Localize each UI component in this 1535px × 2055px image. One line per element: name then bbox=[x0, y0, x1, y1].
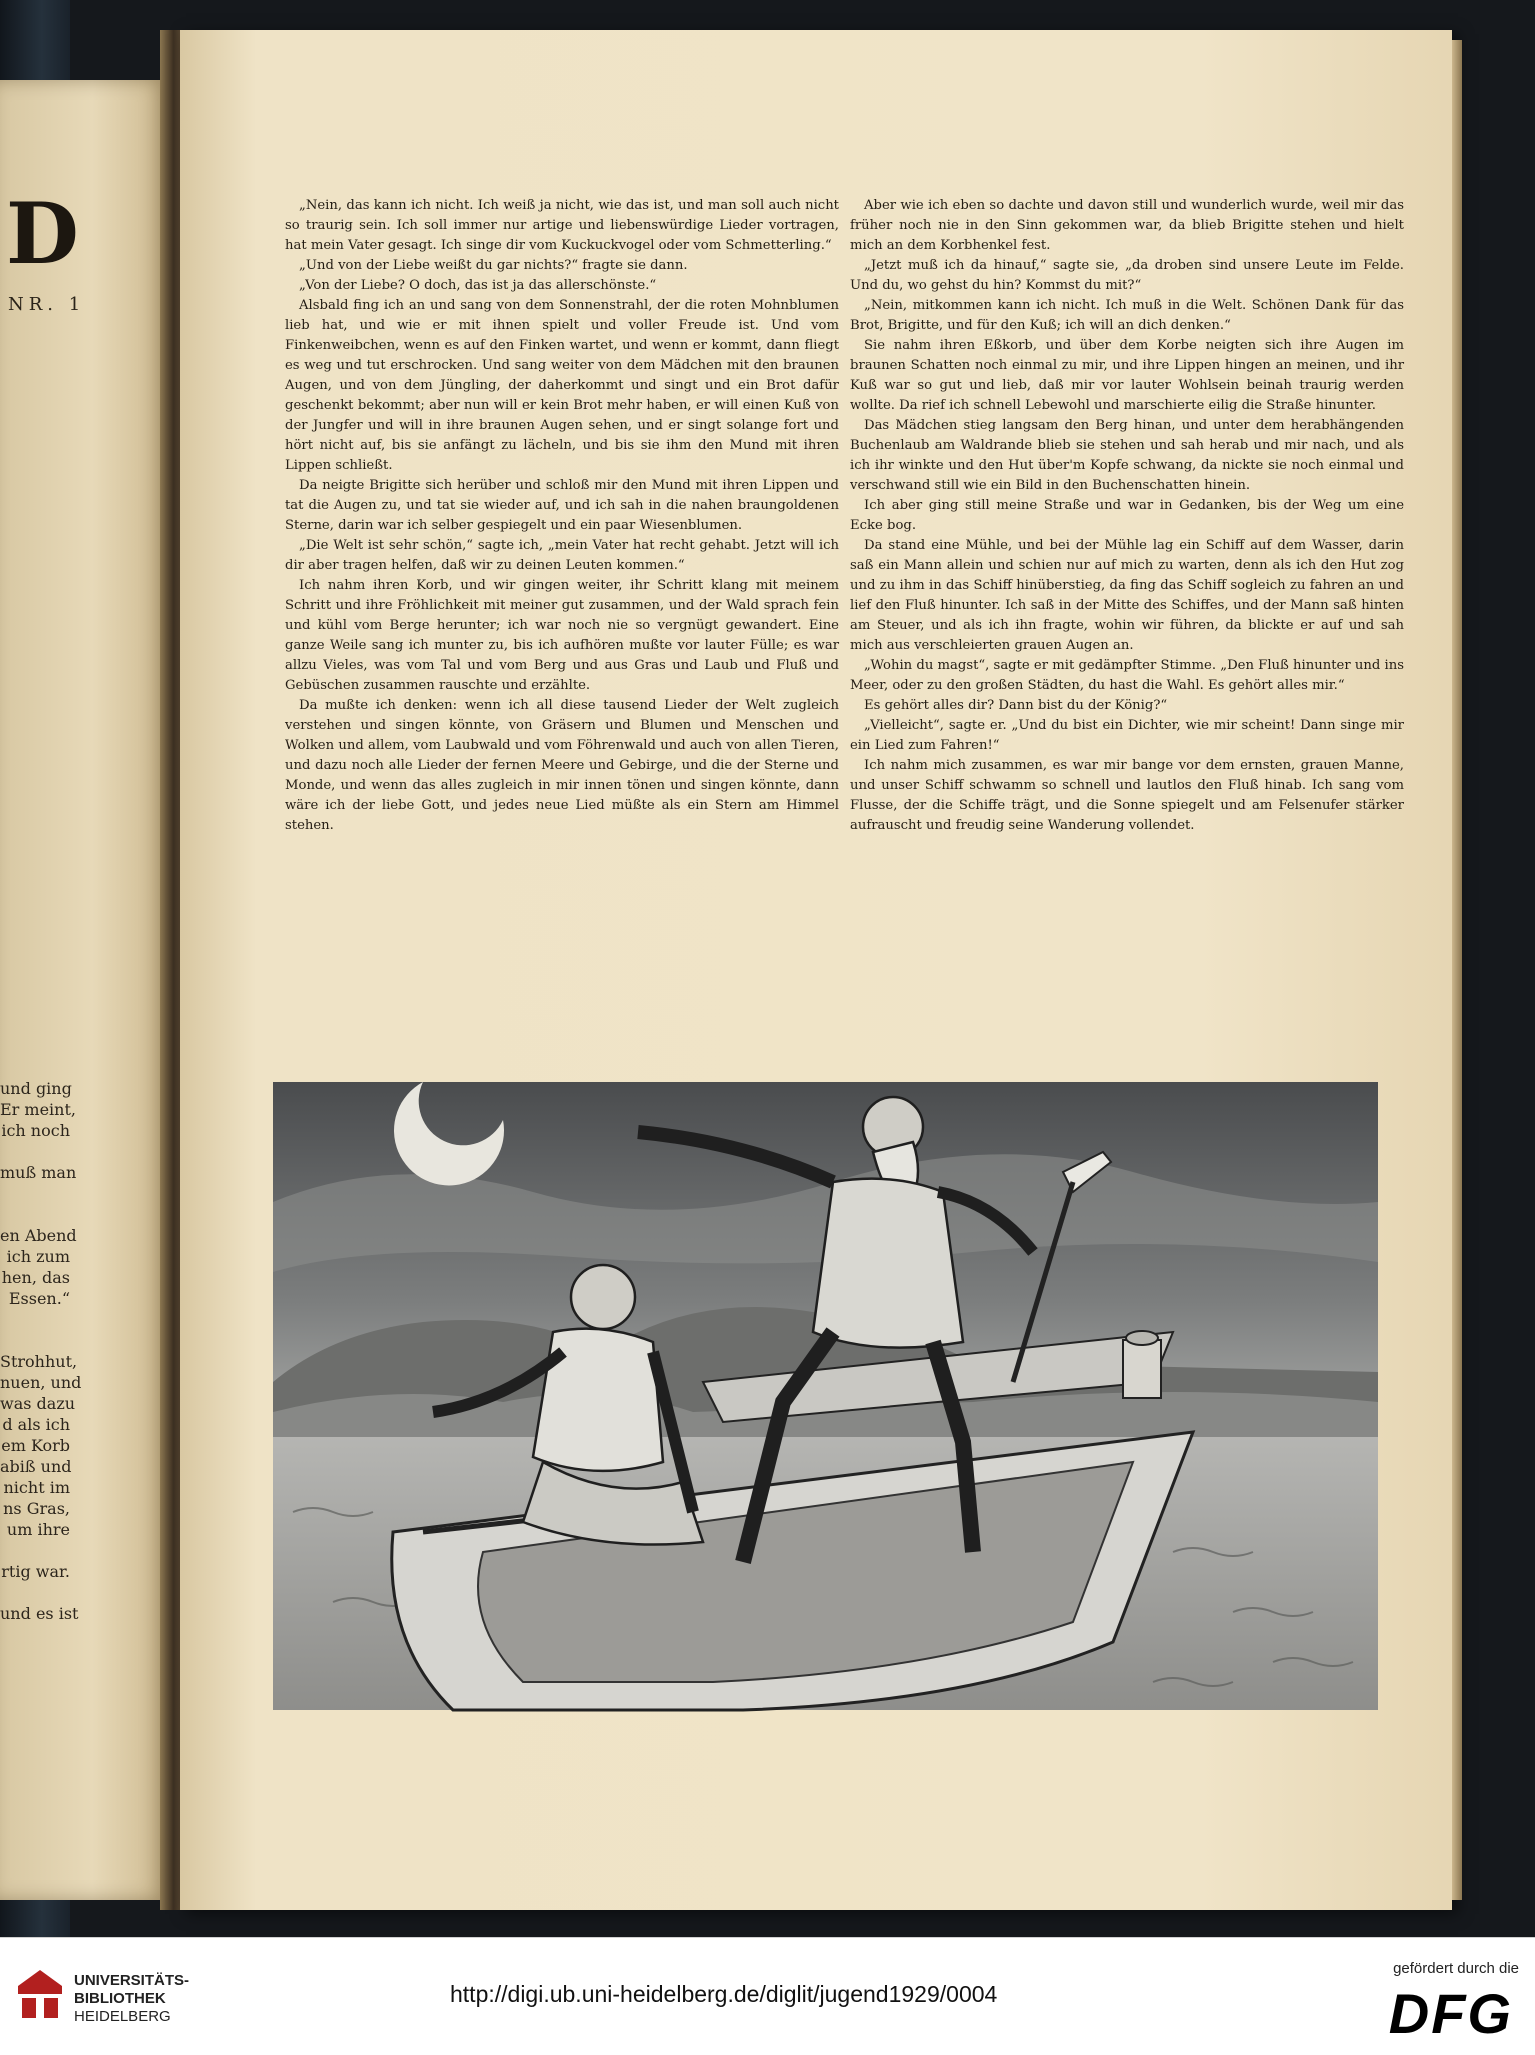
left-page-fragment-line: und ging bbox=[0, 1079, 72, 1098]
left-page-fragment-line: ich noch bbox=[1, 1121, 70, 1140]
left-page-fragment-line: ich zum bbox=[6, 1247, 70, 1266]
page-edge bbox=[1452, 40, 1462, 1900]
left-page-fragment-line bbox=[0, 1540, 70, 1561]
left-page-fragment-line: abiß und bbox=[0, 1457, 72, 1476]
funding-label: gefördert durch die bbox=[1393, 1960, 1519, 1977]
paragraph: Es gehört alles dir? Dann bist du der König?“ bbox=[864, 698, 1168, 713]
left-page-header-letter: D bbox=[6, 184, 79, 283]
left-page-fragment-line: muß man bbox=[0, 1163, 77, 1182]
left-page-fragment-line: em Korb bbox=[1, 1436, 70, 1455]
left-page-fragment-line: hen, das bbox=[1, 1268, 70, 1287]
paragraph: „Von der Liebe? O doch, das ist ja das allerschönste.“ bbox=[299, 278, 657, 293]
left-page-fragment-line bbox=[0, 1330, 70, 1351]
left-page-fragment-line bbox=[0, 1582, 70, 1603]
paragraph: Ich nahm ihren Korb, und wir gingen weiter, ihr Schritt klang mit meinem Schritt und ihre Fröhlichkeit mit meiner gut zusammen, und der Wald sprach fein und kühl vom Berge herunter; ich war noch nie so vergnügt gewandert. Eine ganze Weile sang ich munter zu, bis ich aufhören mußte vor lauter Fülle; es war allzu Vieles, was vom Tal und vom Berg und aus Gras und Laub und Fluß und Gebüschen zusammen rauschte und erzählte. bbox=[285, 578, 839, 693]
text-column-left bbox=[285, 196, 839, 836]
left-page-fragment-line: ns Gras, bbox=[3, 1499, 70, 1518]
left-page-fragment-line: rtig war. bbox=[1, 1562, 70, 1581]
illustration-boat-scene bbox=[273, 1082, 1378, 1710]
paragraph: „Nein, das kann ich nicht. Ich weiß ja nicht, wie das ist, und man soll auch nicht so traurig sein. Ich soll immer nur artige und liebenswürdige Lieder vortragen, hat mein Vater gesagt. Ich singe dir vom Kuckuckvogel oder vom Schmetterling.“ bbox=[285, 198, 839, 253]
left-page-fragments bbox=[0, 1078, 82, 1624]
left-page-fragment-line: und es ist bbox=[0, 1604, 79, 1623]
paragraph: „Nein, mitkommen kann ich nicht. Ich muß in die Welt. Schönen Dank für das Brot, Brigitte, und für den Kuß; ich will an dich denken.“ bbox=[850, 298, 1404, 333]
left-page-fragment-line bbox=[0, 1204, 70, 1225]
paragraph: Ich aber ging still meine Straße und war in Gedanken, bis der Weg um eine Ecke bog. bbox=[850, 498, 1404, 533]
dfg-logo: DFG bbox=[1388, 1982, 1513, 2045]
paragraph: „Wohin du magst“, sagte er mit gedämpfter Stimme. „Den Fluß hinunter und ins Meer, oder zu den großen Städten, du hast die Wahl. Es gehört alles mir.“ bbox=[850, 658, 1404, 693]
left-page-fragment-line: nicht im bbox=[3, 1478, 70, 1497]
paragraph: „Und von der Liebe weißt du gar nichts?“ fragte sie dann. bbox=[299, 258, 688, 273]
left-page-fragment-line: Essen.“ bbox=[8, 1289, 70, 1308]
left-page-fragment-line: was dazu bbox=[0, 1394, 76, 1413]
library-name-line-2: BIBLIOTHEK bbox=[74, 1990, 166, 2007]
paragraph: Sie nahm ihren Eßkorb, und über dem Korbe neigten sich ihre Augen im braunen Schatten noch einmal zu mir, und ihre Lippen hingen an meinen, und ihr Kuß war so gut und lieb, daß mir vor lauter Wohlsein beinah traurig werden wollte. Da rief ich schnell Lebewohl und marschierte eilig die Straße hinunter. bbox=[850, 338, 1404, 413]
university-library-name bbox=[74, 1972, 189, 2026]
left-page-fragment-line bbox=[0, 1141, 70, 1162]
boat-scene-drawing bbox=[273, 1082, 1378, 1710]
library-name-line-1: UNIVERSITÄTS- bbox=[74, 1972, 190, 1989]
paragraph: Alsbald fing ich an und sang von dem Sonnenstrahl, der die roten Mohnblumen lieb hat, und wie er mit ihnen spielt und voller Freude ist. Und vom Finkenweibchen, wenn es auf den Finken wartet, und wenn er kommt, dann fliegt es weg und tut erschrocken. Und sang weiter von dem Mädchen mit den braunen Augen, und von dem Jüngling, der daherkommt und singt und ein Brot dafür geschenkt bekommt; aber nun will er kein Brot mehr haben, er will einen Kuß von der Jungfer und will in ihre braunen Augen sehen, und er singt solange fort und hört nicht auf, bis sie anfängt zu lächeln, und bis sie ihm den Mund mit ihren Lippen schließt. bbox=[285, 298, 839, 473]
left-page-fragment-line: en Abend bbox=[0, 1226, 77, 1245]
left-page-fragment-line: nuen, und bbox=[0, 1373, 82, 1392]
left-page-fragment-line: d als ich bbox=[2, 1415, 70, 1434]
left-page-fragment-line bbox=[0, 1309, 70, 1330]
paragraph: „Die Welt ist sehr schön,“ sagte ich, „mein Vater hat recht gehabt. Jetzt will ich dir aber tragen helfen, daß wir zu deinen Leuten kommen.“ bbox=[285, 538, 839, 573]
lantern bbox=[1123, 1340, 1161, 1398]
paragraph: Das Mädchen stieg langsam den Berg hinan, und unter dem herabhängenden Buchenlaub am Waldrande blieb sie stehen und sah herab und mir nach, und als ich ihr winkte und den Hut über'm Kopfe schwang, da nickte sie noch einmal und verschwand still wie ein Bild in den Buchenschatten hinein. bbox=[850, 418, 1404, 493]
viewer-footer bbox=[0, 1937, 1535, 2055]
left-page-fragment-line: Strohhut, bbox=[0, 1352, 78, 1371]
paragraph: „Jetzt muß ich da hinauf,“ sagte sie, „da droben sind unsere Leute im Felde. Und du, wo gehst du hin? Kommst du mit?“ bbox=[850, 258, 1404, 293]
paragraph: Da neigte Brigitte sich herüber und schloß mir den Mund mit ihren Lippen und tat die Augen zu, und tat sie wieder auf, und ich sah in die nahen braungoldenen Sterne, darin war ich selber gespiegelt und ein paar Wiesenblumen. bbox=[285, 478, 839, 533]
university-library-logo-icon bbox=[14, 1966, 66, 2022]
paragraph: Aber wie ich eben so dachte und davon still und wunderlich wurde, weil mir das früher noch nie in den Sinn gekommen war, da blieb Brigitte stehen und hielt mich an dem Korbhenkel fest. bbox=[850, 198, 1404, 253]
left-page-fragment-line: Er meint, bbox=[0, 1100, 76, 1119]
paragraph: Da stand eine Mühle, und bei der Mühle lag ein Schiff auf dem Wasser, darin saß ein Mann allein und schien nur auf mich zu warten, denn als ich den Hut zog und zu ihm in das Schiff hinüberstieg, da fing das Schiff sogleich zu fahren an und lief den Fluß hinunter. Ich saß in der Mitte des Schiffes, und der Mann saß hinten am Steuer, und als ich ihn fragte, wohin wir führen, da blickte er auf und sah mich aus verschleierten grauen Augen an. bbox=[850, 538, 1404, 653]
paragraph: „Vielleicht“, sagte er. „Und du bist ein Dichter, wie mir scheint! Dann singe mir ein Lied zum Fahren!“ bbox=[850, 718, 1404, 753]
library-name-line-3: HEIDELBERG bbox=[74, 2008, 171, 2025]
permalink-url[interactable]: http://digi.ub.uni-heidelberg.de/diglit/jugend1929/0004 bbox=[450, 1981, 998, 2007]
left-page-fragment-line bbox=[0, 1183, 70, 1204]
text-column-right bbox=[850, 196, 1404, 836]
paragraph: Da mußte ich denken: wenn ich all diese tausend Lieder der Welt zugleich verstehen und singen könnte, von Gräsern und Blumen und Menschen und Wolken und allem, vom Laubwald und vom Föhrenwald und auch von allen Tieren, und dazu noch alle Lieder der fernen Meere und Gebirge, und die der Sterne und Monde, und wenn das alles zugleich in mir innen tönen und singen könnte, dann wäre ich der liebe Gott, und jedes neue Lied müßte als ein Stern am Himmel stehen. bbox=[285, 698, 839, 833]
lantern-top bbox=[1126, 1331, 1158, 1345]
paragraph: Ich nahm mich zusammen, es war mir bange vor dem ernsten, grauen Manne, und unser Schiff schwamm so schnell und lautlos den Fluß hinab. Ich sang vom Flusse, der die Schiffe trägt, und die Sonne spiegelt und am Felsenufer stärker aufrauscht und freudig seine Wanderung vollendet. bbox=[850, 758, 1404, 833]
left-page-fragment-line: um ihre bbox=[6, 1520, 70, 1539]
left-page bbox=[0, 80, 168, 1900]
left-page-issue-label: NR. 1 bbox=[8, 294, 86, 315]
